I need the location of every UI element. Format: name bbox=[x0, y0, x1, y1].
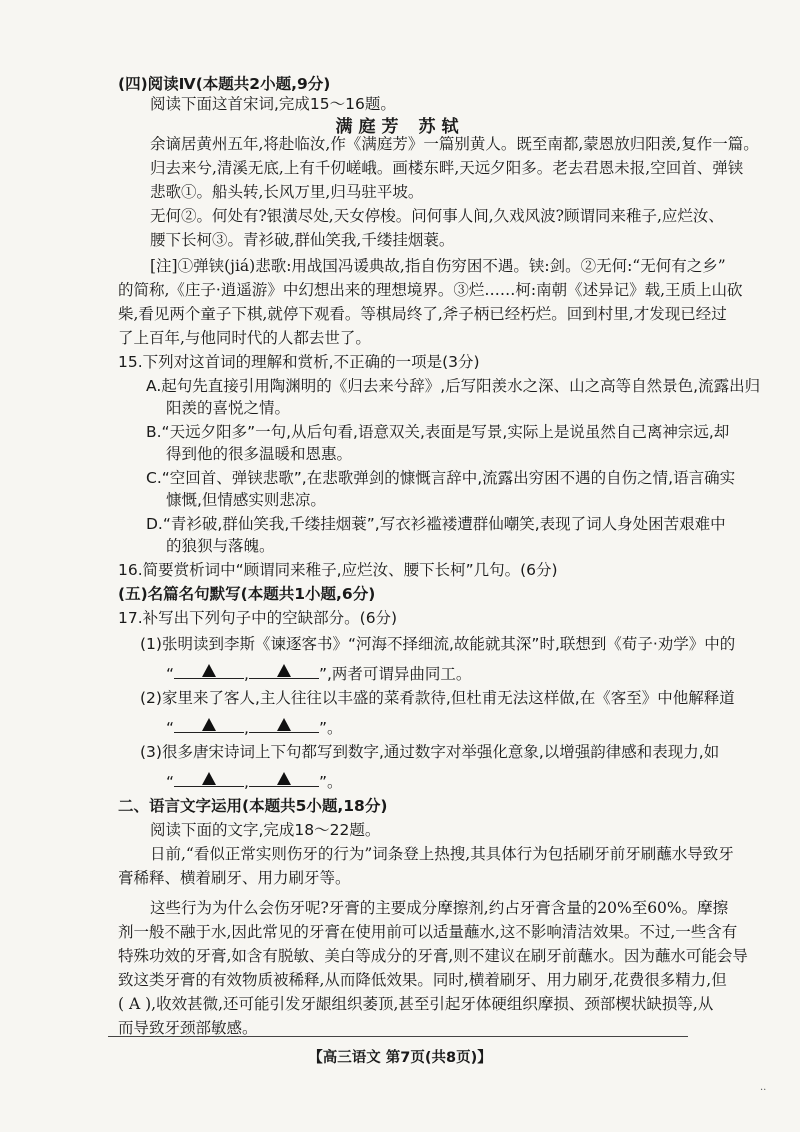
passage-line: 致这类牙膏的有效物质被稀释,从而降低效果。同时,横着刷牙、用力刷牙,花费很多精力,但 bbox=[118, 971, 727, 989]
passage-line: 而导致牙颈部敏感。 bbox=[118, 1019, 258, 1037]
q17-item3-blanks: “ , ”。 bbox=[166, 770, 343, 792]
passage-line: 膏稀释、横着刷牙、用力刷牙等。 bbox=[118, 869, 351, 887]
q15-option-b-cont: 得到他的很多温暖和恩惠。 bbox=[166, 445, 353, 463]
answer-blank[interactable] bbox=[174, 716, 244, 733]
poem-preface: 余谪居黄州五年,将赴临汝,作《满庭芳》一篇别黄人。既至南都,蒙恩放归阳羡,复作一篇。 bbox=[150, 135, 759, 153]
answer-blank[interactable] bbox=[249, 770, 319, 787]
answer-blank[interactable] bbox=[249, 662, 319, 679]
passage-line: 剂一般不融于水,因此常见的牙膏在使用前可以适量蘸水,这不影响清洁效果。不过,一些含有 bbox=[118, 923, 738, 941]
poem-line: 悲歌①。船头转,长风万里,归马驻平坡。 bbox=[150, 183, 424, 201]
poem-line: 无何②。何处有?银潢尽处,天女停梭。问何事人间,久戏风波?顾谓同来稚子,应烂汝、 bbox=[150, 207, 724, 225]
section4-header: (四)阅读Ⅳ(本题共2小题,9分) bbox=[118, 75, 331, 93]
footer-divider bbox=[108, 1036, 688, 1037]
answer-blank[interactable] bbox=[174, 662, 244, 679]
corner-marks: .. bbox=[760, 1082, 767, 1093]
triangle-marker-icon bbox=[277, 718, 291, 731]
q15-option-c-cont: 慷慨,但情感实则悲凉。 bbox=[166, 491, 326, 509]
q15-option-d: D.“青衫破,群仙笑我,千缕挂烟蓑”,写衣衫褴褛遭群仙嘲笑,表现了词人身处困苦艰难中 bbox=[146, 515, 726, 533]
q17-item1: (1)张明读到李斯《谏逐客书》“河海不择细流,故能就其深”时,联想到《荀子·劝学》中的 bbox=[140, 635, 736, 653]
q15-option-d-cont: 的狼狈与落魄。 bbox=[166, 537, 275, 555]
q15-option-a-cont: 阳羡的喜悦之情。 bbox=[166, 399, 291, 417]
q16-stem: 16.简要赏析词中“顾谓同来稚子,应烂汝、腰下长柯”几句。(6分) bbox=[118, 561, 558, 579]
poem-line: 归去来兮,清溪无底,上有千仞嵯峨。画楼东畔,天远夕阳多。老去君恩未报,空回首、弹铗 bbox=[150, 159, 744, 177]
q17-item2: (2)家里来了客人,主人往往以丰盛的菜肴款待,但杜甫无法这样做,在《客至》中他解释道 bbox=[140, 689, 735, 707]
q15-stem: 15.下列对这首词的理解和赏析,不正确的一项是(3分) bbox=[118, 353, 480, 371]
passage-line: 特殊功效的牙膏,如含有脱敏、美白等成分的牙膏,则不建议在刷牙前蘸水。因为蘸水可能会导 bbox=[118, 947, 748, 965]
passage-line: ( A ),收效甚微,还可能引发牙龈组织萎顶,甚至引起牙体硬组织摩损、颈部楔状缺损等,从 bbox=[118, 995, 714, 1013]
triangle-marker-icon bbox=[277, 772, 291, 785]
passage-line: 日前,“看似正常实则伤牙的行为”词条登上热搜,其具体行为包括刷牙前牙刷蘸水导致牙 bbox=[150, 845, 734, 863]
triangle-marker-icon bbox=[277, 664, 291, 677]
q17-stem: 17.补写出下列句子中的空缺部分。(6分) bbox=[118, 609, 398, 627]
passage-line: 这些行为为什么会伤牙呢?牙膏的主要成分摩擦剂,约占牙膏含量的20%至60%。摩擦 bbox=[150, 899, 729, 917]
q17-item1-blanks: “ , ”,两者可谓异曲同工。 bbox=[166, 662, 471, 684]
poem-note: 柴,看见两个童子下棋,就停下观看。等棋局终了,斧子柄已经朽烂。回到村里,才发现已经过 bbox=[118, 305, 727, 323]
q17-item3: (3)很多唐宋诗词上下句都写到数字,通过数字对举强化意象,以增强韵律感和表现力,如 bbox=[140, 743, 720, 761]
section5-header: (五)名篇名句默写(本题共1小题,6分) bbox=[118, 585, 376, 603]
answer-blank[interactable] bbox=[249, 716, 319, 733]
poem-note: 的简称,《庄子·逍遥游》中幻想出来的理想境界。③烂……柯:南朝《述异记》载,王质上山砍 bbox=[118, 281, 743, 299]
poem-line: 腰下长柯③。青衫破,群仙笑我,千缕挂烟蓑。 bbox=[150, 231, 455, 249]
q15-option-b: B.“天远夕阳多”一句,从后句看,语意双关,表面是写景,实际上是说虽然自己离神宗远,却 bbox=[146, 423, 730, 441]
q15-option-c: C.“空回首、弹铗悲歌”,在悲歌弹剑的慷慨言辞中,流露出穷困不遇的自伤之情,语言确实 bbox=[146, 469, 736, 487]
part2-instruction: 阅读下面的文字,完成18～22题。 bbox=[150, 821, 381, 839]
triangle-marker-icon bbox=[202, 718, 216, 731]
answer-blank[interactable] bbox=[174, 770, 244, 787]
q15-option-a: A.起句先直接引用陶渊明的《归去来兮辞》,后写阳羡水之深、山之高等自然景色,流露出归 bbox=[146, 377, 761, 395]
part2-header: 二、语言文字运用(本题共5小题,18分) bbox=[118, 797, 388, 815]
triangle-marker-icon bbox=[202, 772, 216, 785]
poem-note: 了上百年,与他同时代的人都去世了。 bbox=[118, 329, 371, 347]
poem-note: [注]①弹铗(jiá)悲歌:用战国冯谖典故,指自伤穷困不遇。铗:剑。②无何:“无何有之乡” bbox=[150, 257, 726, 275]
section4-instruction: 阅读下面这首宋词,完成15～16题。 bbox=[150, 95, 396, 113]
poem-author: 苏轼 bbox=[418, 117, 465, 137]
poem-title: 满庭芳 bbox=[335, 117, 405, 137]
q17-item2-blanks: “ , ”。 bbox=[166, 716, 343, 738]
page-footer: 【高三语文 第7页(共8页)】 bbox=[308, 1050, 492, 1066]
triangle-marker-icon bbox=[202, 664, 216, 677]
